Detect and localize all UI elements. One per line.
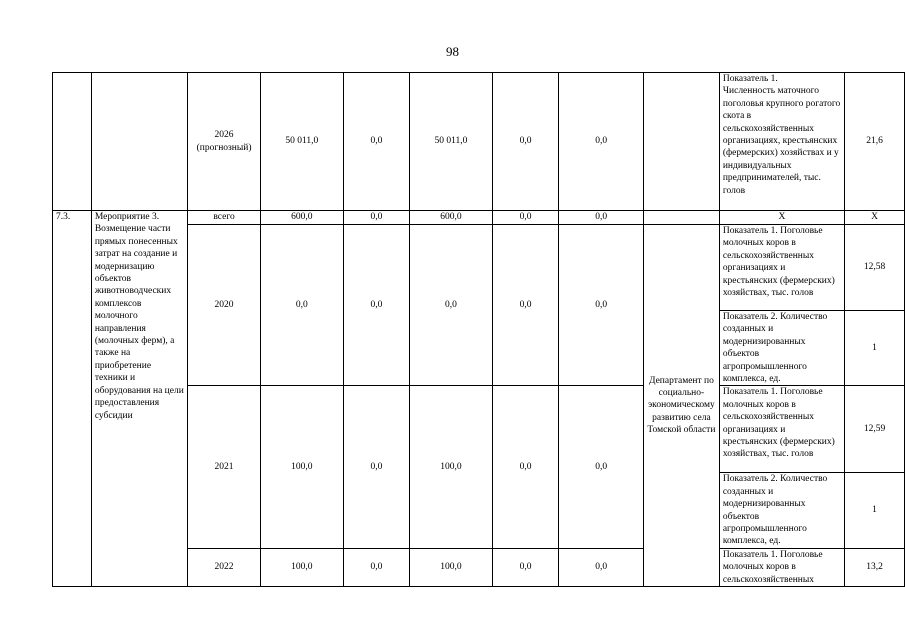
cell-value: 0,0 <box>559 73 644 211</box>
cell-value: 0,0 <box>492 225 559 386</box>
cell-value: 100,0 <box>261 386 343 548</box>
cell-indicator: Показатель 2. Количество созданных и модернизированных объектов агропромышленного комплекса, ед. <box>719 473 844 548</box>
cell-indicator: Показатель 1. Численность маточного поголовья крупного рогатого скота в сельскохозяйственных организациях, крестьянских (фермерских) хозяйствах и у индивидуальных предпринимателей, тыс. голов <box>719 73 844 211</box>
cell-executor <box>644 211 720 225</box>
cell-executor: Департамент по социально-экономическому развитию села Томской области <box>644 225 720 587</box>
cell-indicator-value: 1 <box>845 311 905 386</box>
cell-indicator-value: 13,2 <box>845 548 905 586</box>
cell-value: 600,0 <box>410 211 492 225</box>
cell-year: 2021 <box>187 386 260 548</box>
cell-value: 0,0 <box>343 548 410 586</box>
cell-value: 0,0 <box>343 225 410 386</box>
cell-value: 0,0 <box>492 548 559 586</box>
cell-value: 0,0 <box>559 386 644 548</box>
cell-year: 2026 (прогнозный) <box>187 73 260 211</box>
cell-value: 50 011,0 <box>410 73 492 211</box>
budget-table <box>52 72 905 587</box>
cell-item-name: Мероприятие 3. Возмещение части прямых понесенных затрат на создание и модернизацию объектов животноводческих комплексов молочного направления (молочных ферм), а также на приобретение техники и оборудования на цели предоставления субсидии <box>91 211 187 587</box>
cell-indicator: Показатель 1. Поголовье молочных коров в сельскохозяйственных организациях и крестьянских (фермерских) хозяйствах, тыс. голов <box>719 386 844 473</box>
table-row-total <box>53 211 905 225</box>
cell-indicator-value: 12,59 <box>845 386 905 473</box>
cell-value: 0,0 <box>492 73 559 211</box>
cell-value: 0,0 <box>492 386 559 548</box>
cell-indicator: Х <box>719 211 844 225</box>
cell-indicator: Показатель 1. Поголовье молочных коров в сельскохозяйственных организациях и крестьянских (фермерских) хозяйствах, тыс. голов <box>719 225 844 311</box>
cell-year: 2020 <box>187 225 260 386</box>
cell-indicator-value: Х <box>845 211 905 225</box>
cell-total-label: всего <box>187 211 260 225</box>
cell-number <box>53 73 92 211</box>
cell-item-number: 7.3. <box>53 211 92 587</box>
table-row-2026 <box>53 73 905 211</box>
cell-indicator: Показатель 1. Поголовье молочных коров в сельскохозяйственных <box>719 548 844 586</box>
cell-value: 0,0 <box>559 211 644 225</box>
cell-value: 0,0 <box>343 73 410 211</box>
cell-indicator-value: 1 <box>845 473 905 548</box>
cell-value: 50 011,0 <box>261 73 343 211</box>
cell-year: 2022 <box>187 548 260 586</box>
cell-indicator: Показатель 2. Количество созданных и модернизированных объектов агропромышленного комплекса, ед. <box>719 311 844 386</box>
cell-value: 100,0 <box>410 386 492 548</box>
cell-value: 0,0 <box>343 211 410 225</box>
page-number: 98 <box>446 44 459 59</box>
cell-executor <box>644 73 720 211</box>
cell-indicator-value: 12,58 <box>845 225 905 311</box>
cell-value: 0,0 <box>559 225 644 386</box>
cell-value: 0,0 <box>410 225 492 386</box>
cell-value: 0,0 <box>559 548 644 586</box>
cell-value: 0,0 <box>343 386 410 548</box>
cell-value: 100,0 <box>410 548 492 586</box>
cell-value: 100,0 <box>261 548 343 586</box>
cell-indicator-value: 21,6 <box>845 73 905 211</box>
cell-value: 0,0 <box>261 225 343 386</box>
cell-value: 600,0 <box>261 211 343 225</box>
cell-name <box>91 73 187 211</box>
cell-value: 0,0 <box>492 211 559 225</box>
